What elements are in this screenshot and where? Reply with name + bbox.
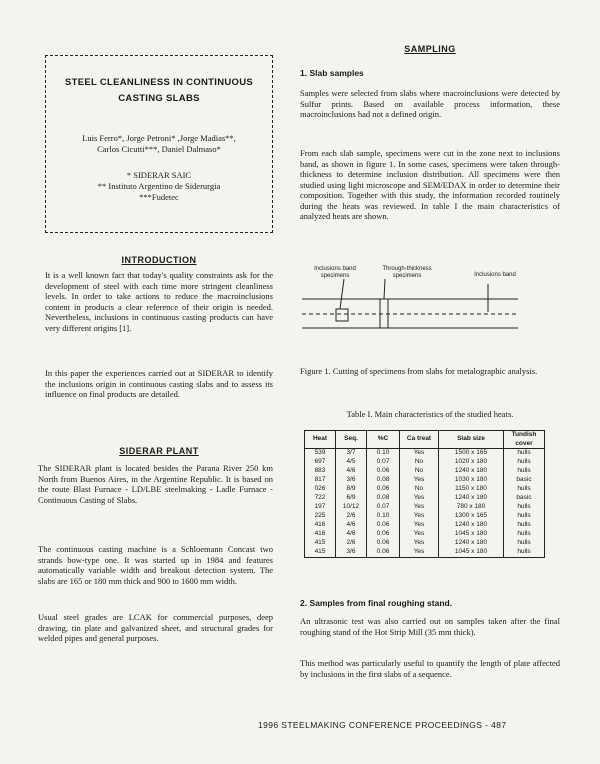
cell-seq: 10/12 bbox=[336, 503, 367, 512]
cell-seq: 3/7 bbox=[336, 449, 367, 459]
table-header-row bbox=[305, 431, 545, 449]
cell-carbon: 0.06 bbox=[367, 521, 400, 530]
cell-ca-treat: Yes bbox=[400, 530, 439, 539]
figure-1-caption: Figure 1. Cutting of specimens from slabs for metalographic analysis. bbox=[300, 366, 538, 376]
figure-1 bbox=[300, 264, 560, 364]
table-row bbox=[305, 548, 545, 558]
cell-seq: 2/6 bbox=[336, 539, 367, 548]
cell-tundish-cover: hulls bbox=[504, 467, 545, 476]
introduction-paragraph-1: It is a well known fact that today's quality constraints ask for the development of steel with each time more stringent cleanliness levels. In order to take actions to reduce the macroinclusions content in products a clear reference of their origin is needed. Nevertheless, inclusions in continuous casting products can have very different origins [1]. bbox=[45, 270, 273, 333]
introduction-paragraph-2: In this paper the experiences carried out at SIDERAR to identify the inclusions origin in continuous casting slabs and to assess its influence on final products are detailed. bbox=[45, 368, 273, 399]
authors: Luis Ferro*, Jorge Petroni* ,Jorge Madias**, Carlos Cicutti***, Daniel Dalmaso* bbox=[82, 133, 236, 154]
cell-seq: 4/6 bbox=[336, 521, 367, 530]
table-row bbox=[305, 476, 545, 485]
cell-seq: 8/9 bbox=[336, 485, 367, 494]
slab-samples-subheading: 1. Slab samples bbox=[300, 68, 364, 78]
col-tundish-cover: Tundish cover bbox=[504, 431, 545, 449]
sampling-paragraph-2: From each slab sample, specimens were cut in the zone next to inclusions band, as shown in figure 1. In some cases, specimens were taken through-thickness to determine inclusion distribution. All specimens were then studied using light microscope and SEM/EDAX in order to determine their composition. Together with this study, the information recorded routinely during the heats was reviewed. In table I the main characteristics of analyzed heats are shown. bbox=[300, 148, 560, 221]
table-row bbox=[305, 521, 545, 530]
cell-ca-treat: Yes bbox=[400, 539, 439, 548]
cell-tundish-cover: hulls bbox=[504, 530, 545, 539]
siderar-plant-paragraph-3: Usual steel grades are LCAK for commercial purposes, deep drawing, tin plate and galvanized sheet, and structural grades for welded pipes and general purposes. bbox=[38, 612, 273, 643]
cell-slab-size: 1150 x 180 bbox=[439, 485, 504, 494]
cell-ca-treat: No bbox=[400, 485, 439, 494]
cell-slab-size: 1240 x 180 bbox=[439, 467, 504, 476]
cell-seq: 4/6 bbox=[336, 467, 367, 476]
siderar-plant-paragraph-1: The SIDERAR plant is located besides the Parana River 250 km North from Buenos Aires, in the Argentine Republic. It is based on the route Blast Furnace - LD/LBE steelmaking - Ladle Furnace - Continuous Casting of Slabs. bbox=[38, 463, 273, 505]
table-row bbox=[305, 503, 545, 512]
cell-seq: 6/9 bbox=[336, 494, 367, 503]
cell-slab-size: 1045 x 180 bbox=[439, 530, 504, 539]
table-row bbox=[305, 449, 545, 459]
cell-slab-size: 1020 x 180 bbox=[439, 458, 504, 467]
cell-heat: 225 bbox=[305, 512, 336, 521]
siderar-plant-paragraph-2: The continuous casting machine is a Schloemann Concast two strands bow-type one. It was started up in 1984 and features automatically variable width and breakout detection system. The slabs are 165 or 180 mm thick and 900 to 1600 mm width. bbox=[38, 544, 273, 586]
cell-tundish-cover: hulls bbox=[504, 521, 545, 530]
heats-table bbox=[304, 430, 545, 558]
cell-slab-size: 780 x 180 bbox=[439, 503, 504, 512]
affiliations: * SIDERAR SAIC ** Instituto Argentino de Siderurgia ***Fudetec bbox=[97, 170, 221, 202]
slab-cutting-diagram bbox=[300, 264, 560, 364]
cell-heat: 416 bbox=[305, 530, 336, 539]
col-heat: Heat bbox=[305, 431, 336, 449]
cell-tundish-cover: hulls bbox=[504, 485, 545, 494]
figure-label-through-thickness: Through-thickness specimens bbox=[382, 266, 432, 279]
cell-ca-treat: Yes bbox=[400, 548, 439, 558]
table-row bbox=[305, 539, 545, 548]
roughing-stand-subheading: 2. Samples from final roughing stand. bbox=[300, 598, 453, 608]
cell-slab-size: 1030 x 180 bbox=[439, 476, 504, 485]
table-row bbox=[305, 494, 545, 503]
cell-ca-treat: Yes bbox=[400, 476, 439, 485]
siderar-plant-heading: SIDERAR PLANT bbox=[119, 446, 199, 456]
heats-table-wrap bbox=[304, 430, 545, 558]
sampling-paragraph-3: An ultrasonic test was also carried out on samples taken after the final roughing stand of the Hot Strip Mill (35 mm thick). bbox=[300, 616, 560, 637]
cell-ca-treat: No bbox=[400, 467, 439, 476]
cell-tundish-cover: basic bbox=[504, 494, 545, 503]
cell-slab-size: 1240 x 180 bbox=[439, 494, 504, 503]
table-1-caption: Table I. Main characteristics of the studied heats. bbox=[346, 409, 514, 419]
col-ca-treat: Ca treat bbox=[400, 431, 439, 449]
heats-table-body bbox=[305, 449, 545, 558]
cell-carbon: 0.06 bbox=[367, 485, 400, 494]
cell-carbon: 0.06 bbox=[367, 548, 400, 558]
cell-heat: 697 bbox=[305, 458, 336, 467]
cell-seq: 4/6 bbox=[336, 530, 367, 539]
cell-carbon: 0.07 bbox=[367, 503, 400, 512]
cell-ca-treat: Yes bbox=[400, 449, 439, 459]
cell-tundish-cover: hulls bbox=[504, 458, 545, 467]
paper-title: STEEL CLEANLINESS IN CONTINUOUS CASTING SLABS bbox=[64, 77, 254, 104]
cell-heat: 415 bbox=[305, 548, 336, 558]
sampling-heading: SAMPLING bbox=[404, 44, 456, 54]
cell-tundish-cover: hulls bbox=[504, 512, 545, 521]
sampling-paragraph-4: This method was particularly useful to quantify the length of plate affected by inclusions in the first slabs of a sequence. bbox=[300, 658, 560, 679]
cell-ca-treat: No bbox=[400, 458, 439, 467]
cell-ca-treat: Yes bbox=[400, 494, 439, 503]
cell-slab-size: 1240 x 180 bbox=[439, 521, 504, 530]
cell-heat: 416 bbox=[305, 521, 336, 530]
cell-seq: 2/6 bbox=[336, 512, 367, 521]
cell-ca-treat: Yes bbox=[400, 512, 439, 521]
sampling-paragraph-1: Samples were selected from slabs where macroinclusions were detected by Sulfur prints. Based on available process information, these macroinclusions had not a defined origin. bbox=[300, 88, 560, 119]
cell-carbon: 0.06 bbox=[367, 467, 400, 476]
cell-carbon: 0.08 bbox=[367, 476, 400, 485]
col-seq: Seq. bbox=[336, 431, 367, 449]
table-row bbox=[305, 530, 545, 539]
figure-label-inclusions-band: Inclusions band bbox=[474, 272, 516, 278]
cell-slab-size: 1500 x 165 bbox=[439, 449, 504, 459]
cell-heat: 026 bbox=[305, 485, 336, 494]
cell-carbon: 0.06 bbox=[367, 539, 400, 548]
cell-carbon: 0.07 bbox=[367, 458, 400, 467]
col-slab-size: Slab size bbox=[439, 431, 504, 449]
cell-heat: 539 bbox=[305, 449, 336, 459]
table-row bbox=[305, 485, 545, 494]
table-row bbox=[305, 458, 545, 467]
cell-heat: 197 bbox=[305, 503, 336, 512]
table-row bbox=[305, 512, 545, 521]
cell-heat: 817 bbox=[305, 476, 336, 485]
table-row bbox=[305, 467, 545, 476]
cell-heat: 883 bbox=[305, 467, 336, 476]
cell-carbon: 0.10 bbox=[367, 512, 400, 521]
cell-slab-size: 1300 x 165 bbox=[439, 512, 504, 521]
cell-seq: 3/6 bbox=[336, 548, 367, 558]
cell-ca-treat: Yes bbox=[400, 503, 439, 512]
cell-seq: 4/5 bbox=[336, 458, 367, 467]
cell-tundish-cover: hulls bbox=[504, 449, 545, 459]
cell-slab-size: 1045 x 180 bbox=[439, 548, 504, 558]
cell-carbon: 0.08 bbox=[367, 494, 400, 503]
figure-label-inclusions-band-specimens: Inclusions band specimens bbox=[314, 266, 356, 279]
cell-ca-treat: Yes bbox=[400, 521, 439, 530]
cell-heat: 415 bbox=[305, 539, 336, 548]
cell-tundish-cover: basic bbox=[504, 476, 545, 485]
cell-seq: 3/6 bbox=[336, 476, 367, 485]
cell-slab-size: 1240 x 180 bbox=[439, 539, 504, 548]
cell-tundish-cover: hulls bbox=[504, 548, 545, 558]
cell-carbon: 0.10 bbox=[367, 449, 400, 459]
cell-carbon: 0.06 bbox=[367, 530, 400, 539]
cell-tundish-cover: hulls bbox=[504, 539, 545, 548]
col-carbon: %C bbox=[367, 431, 400, 449]
cell-tundish-cover: hulls bbox=[504, 503, 545, 512]
page-footer: 1996 STEELMAKING CONFERENCE PROCEEDINGS - 487 bbox=[258, 720, 507, 730]
introduction-heading: INTRODUCTION bbox=[121, 255, 197, 265]
cell-heat: 722 bbox=[305, 494, 336, 503]
